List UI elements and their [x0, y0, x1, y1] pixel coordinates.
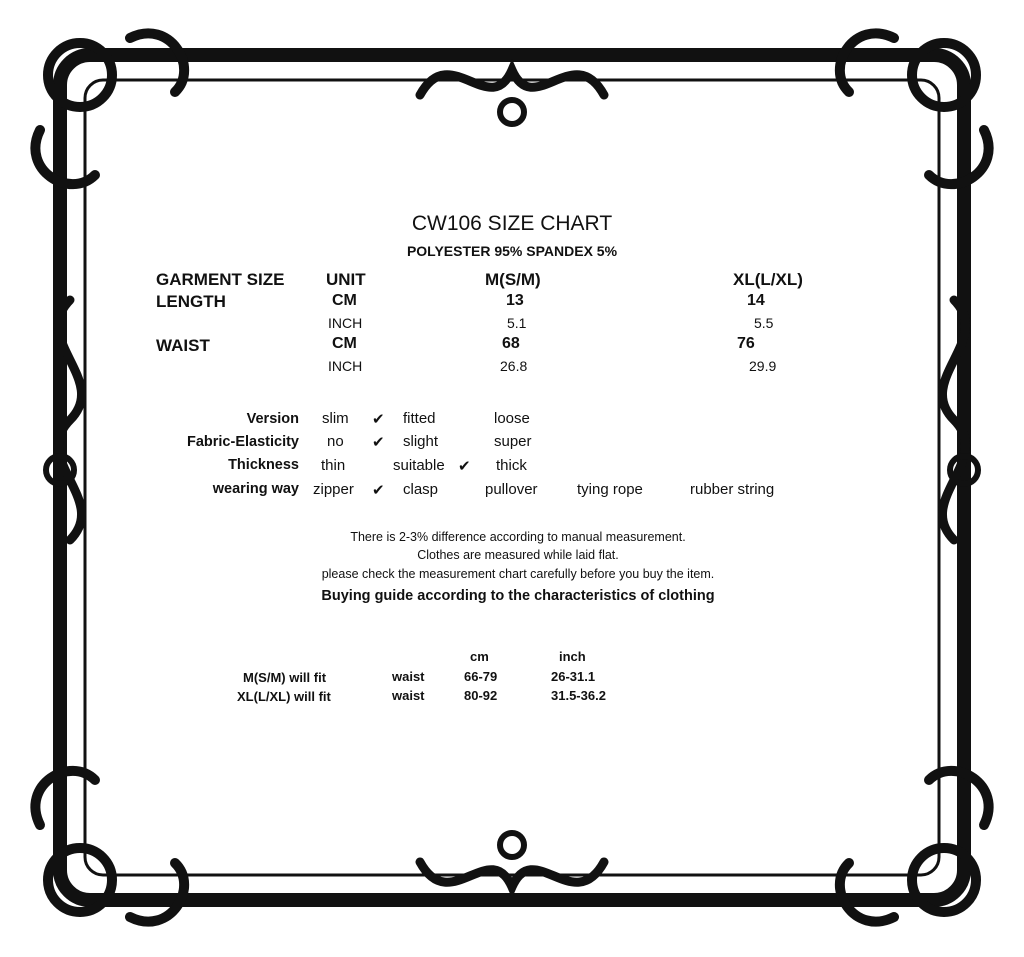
- thickness-option-thin: thin: [321, 457, 346, 474]
- header-unit: UNIT: [326, 270, 366, 289]
- thickness-check-icon: ✔: [458, 458, 471, 475]
- guide-row-cm: 66-79: [464, 669, 498, 684]
- chart-title: CW106 SIZE CHART: [411, 212, 613, 235]
- length-m-cm: 13: [506, 292, 524, 309]
- waist-xl-cm: 76: [737, 335, 755, 352]
- length-xl-cm: 14: [747, 292, 765, 309]
- guide-row-inch: 26-31.1: [551, 669, 596, 684]
- frame-border: [60, 55, 964, 900]
- material-composition: POLYESTER 95% SPANDEX 5%: [406, 243, 618, 259]
- elasticity-option-super: super: [494, 433, 532, 450]
- length-unit-cm: CM: [332, 292, 357, 309]
- wearing-option-rubber-string: rubber string: [690, 481, 775, 498]
- guide-row-part: waist: [392, 669, 425, 684]
- note-check-chart: please check the measurement chart carefully before you buy the item.: [321, 567, 715, 581]
- guide-row-fit: XL(L/XL) will fit: [237, 689, 331, 704]
- top-center-ornament: [420, 70, 604, 124]
- version-option-slim: slim: [322, 410, 349, 427]
- version-option-fitted: fitted: [403, 410, 436, 427]
- length-m-inch: 5.1: [507, 315, 527, 331]
- note-measured-flat: Clothes are measured while laid flat.: [417, 548, 619, 562]
- attr-label-wearing-way: wearing way: [212, 481, 299, 497]
- waist-xl-inch: 29.9: [749, 358, 777, 374]
- row-label-length: LENGTH: [156, 292, 226, 311]
- wearing-check-icon: ✔: [372, 482, 385, 499]
- wearing-option-tying-rope: tying rope: [577, 481, 643, 498]
- header-garment-size: GARMENT SIZE: [156, 270, 285, 289]
- header-size-xl: XL(L/XL): [733, 270, 803, 289]
- wearing-option-clasp: clasp: [403, 481, 439, 498]
- guide-row-part: waist: [392, 688, 425, 703]
- attr-label-fabric-elasticity: Fabric-Elasticity: [186, 434, 299, 450]
- bottom-center-ornament: [420, 833, 604, 887]
- thickness-option-thick: thick: [496, 457, 527, 474]
- length-xl-inch: 5.5: [754, 315, 774, 331]
- thickness-option-suitable: suitable: [393, 457, 445, 474]
- attr-label-version: Version: [246, 411, 299, 427]
- guide-row-fit: M(S/M) will fit: [243, 670, 327, 685]
- waist-m-cm: 68: [502, 335, 520, 352]
- guide-header-cm: cm: [470, 649, 489, 664]
- waist-unit-inch: INCH: [328, 358, 363, 374]
- guide-row-cm: 80-92: [464, 688, 498, 703]
- attr-label-thickness: Thickness: [228, 457, 299, 473]
- guide-row-inch: 31.5-36.2: [551, 688, 606, 703]
- waist-unit-cm: CM: [332, 335, 357, 352]
- wearing-option-zipper: zipper: [313, 481, 354, 498]
- header-size-m: M(S/M): [485, 270, 541, 289]
- row-label-waist: WAIST: [156, 336, 210, 355]
- version-option-loose: loose: [494, 410, 530, 427]
- version-check-icon: ✔: [372, 411, 385, 428]
- guide-header-inch: inch: [559, 649, 586, 664]
- length-unit-inch: INCH: [328, 315, 363, 331]
- buying-guide-heading: Buying guide according to the characteristics of clothing: [321, 588, 715, 604]
- wearing-option-pullover: pullover: [485, 481, 538, 498]
- elasticity-option-no: no: [327, 433, 344, 450]
- elasticity-check-icon: ✔: [372, 434, 385, 451]
- frame-inner-line: [85, 80, 939, 875]
- waist-m-inch: 26.8: [500, 358, 528, 374]
- elasticity-option-slight: slight: [403, 433, 439, 450]
- note-measurement-difference: There is 2-3% difference according to manual measurement.: [350, 530, 686, 544]
